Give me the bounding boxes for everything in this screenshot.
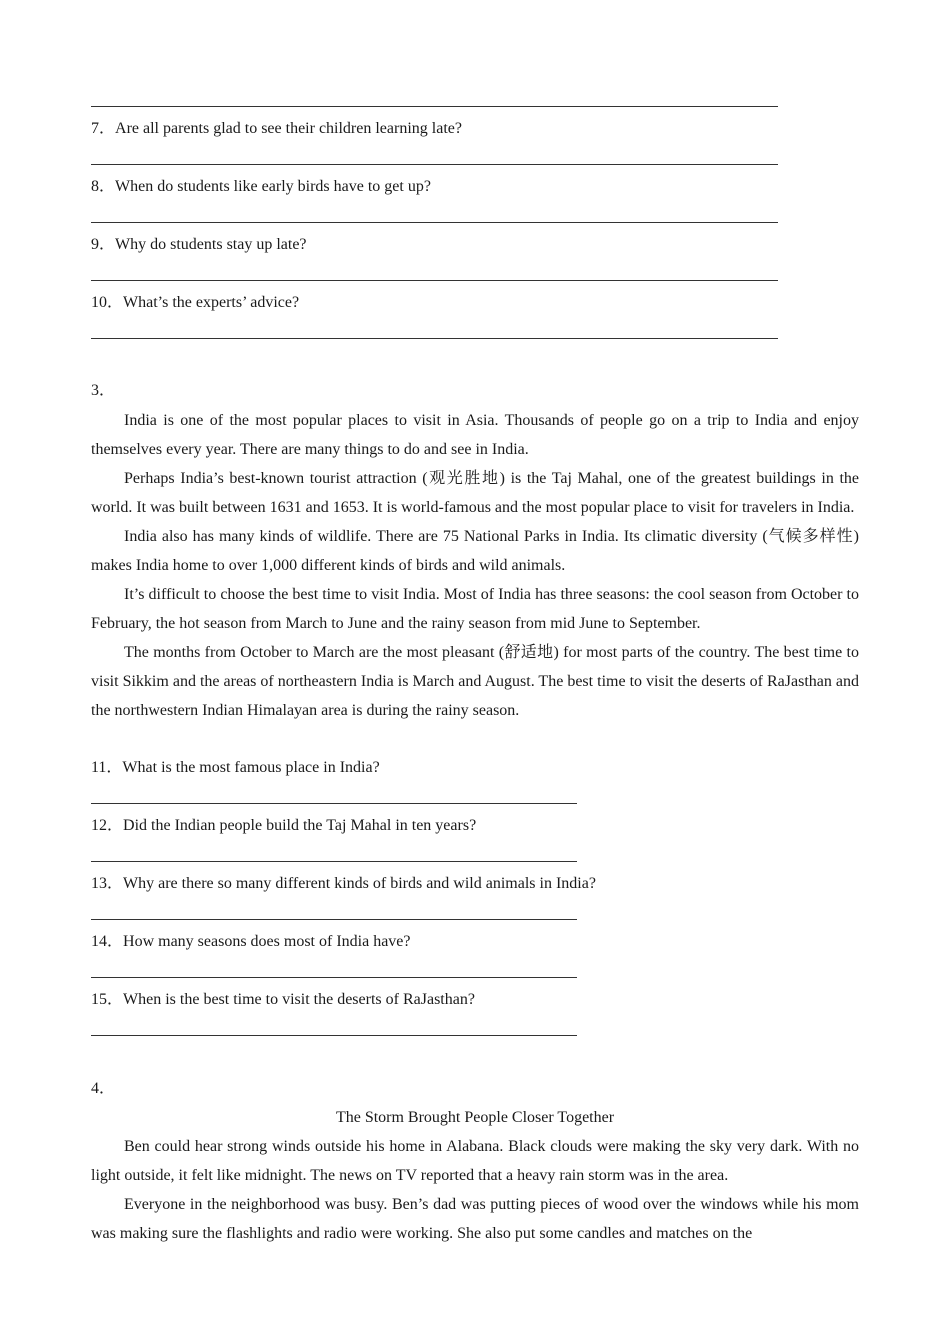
section-number: 4． [91,1080,116,1097]
question-text: Are all parents glad to see their children learning late? [115,120,462,137]
passage-title: The Storm Brought People Closer Together [335,1109,615,1126]
question-10 [91,293,299,313]
question-text: Why are there so many different kinds of birds and wild animals in India? [123,875,596,892]
answer-line[interactable] [91,164,778,165]
question-11 [91,758,380,778]
question-number: 7． [91,120,116,137]
question-15 [91,990,475,1010]
paragraph: India also has many kinds of wildlife. There are 75 National Parks in India. Its climatic diversity (气候多样性) makes India home to over 1,000 different kinds of birds and wild animals. [91,528,859,574]
question-8 [91,177,431,197]
paragraph: India is one of the most popular places to visit in Asia. Thousands of people go on a trip to India and enjoy themselves every year. There are many things to do and see in India. [91,412,859,458]
question-number: 14． [91,933,124,950]
question-number: 8． [91,178,116,195]
question-text: What is the most famous place in India? [122,759,380,776]
paragraph: The months from October to March are the most pleasant (舒适地) for most parts of the country. The best time to visit Sikkim and the areas of northeastern India is March and August. The best time to visit the deserts of RaJasthan and the northwestern Indian Himalayan area is during the rainy season. [91,644,859,719]
question-14 [91,932,411,952]
paragraph: Perhaps India’s best-known tourist attraction (观光胜地) is the Taj Mahal, one of the greatest buildings in the world. It was built between 1631 and 1653. It is world-famous and the most popular place to visit for travelers in India. [91,470,859,516]
question-12 [91,816,476,836]
question-text: When is the best time to visit the deserts of RaJasthan? [123,991,475,1008]
question-text: Why do students stay up late? [115,236,307,253]
question-number: 13． [91,875,124,892]
paragraph: Ben could hear strong winds outside his home in Alabana. Black clouds were making the sky very dark. With no light outside, it felt like midnight. The news on TV reported that a heavy rain storm was in the area. [91,1138,859,1184]
answer-line[interactable] [91,280,778,281]
paragraph: It’s difficult to choose the best time to visit India. Most of India has three seasons: the cool season from October to February, the hot season from March to June and the rainy season from mid June to September. [91,586,859,632]
question-13 [91,874,596,894]
section-number: 3． [91,382,116,399]
answer-line[interactable] [91,977,577,978]
question-text: When do students like early birds have to get up? [115,178,431,195]
question-number: 9． [91,236,116,253]
passage [91,1132,859,1248]
question-9 [91,235,307,255]
answer-line[interactable] [91,106,778,107]
answer-line[interactable] [91,222,778,223]
question-number: 10． [91,294,124,311]
answer-line[interactable] [91,861,577,862]
question-7 [91,119,462,139]
answer-line[interactable] [91,338,778,339]
answer-line[interactable] [91,1035,577,1036]
question-text: What’s the experts’ advice? [123,294,300,311]
paragraph: Everyone in the neighborhood was busy. Ben’s dad was putting pieces of wood over the windows while his mom was making sure the flashlights and radio were working. She also put some candles and matches on the [91,1196,859,1242]
answer-line[interactable] [91,919,577,920]
question-text: How many seasons does most of India have? [123,933,411,950]
question-text: Did the Indian people build the Taj Mahal in ten years? [123,817,477,834]
question-number: 12． [91,817,124,834]
question-number: 15． [91,991,124,1008]
answer-line[interactable] [91,803,577,804]
question-number: 11． [91,759,123,776]
passage [91,406,859,725]
